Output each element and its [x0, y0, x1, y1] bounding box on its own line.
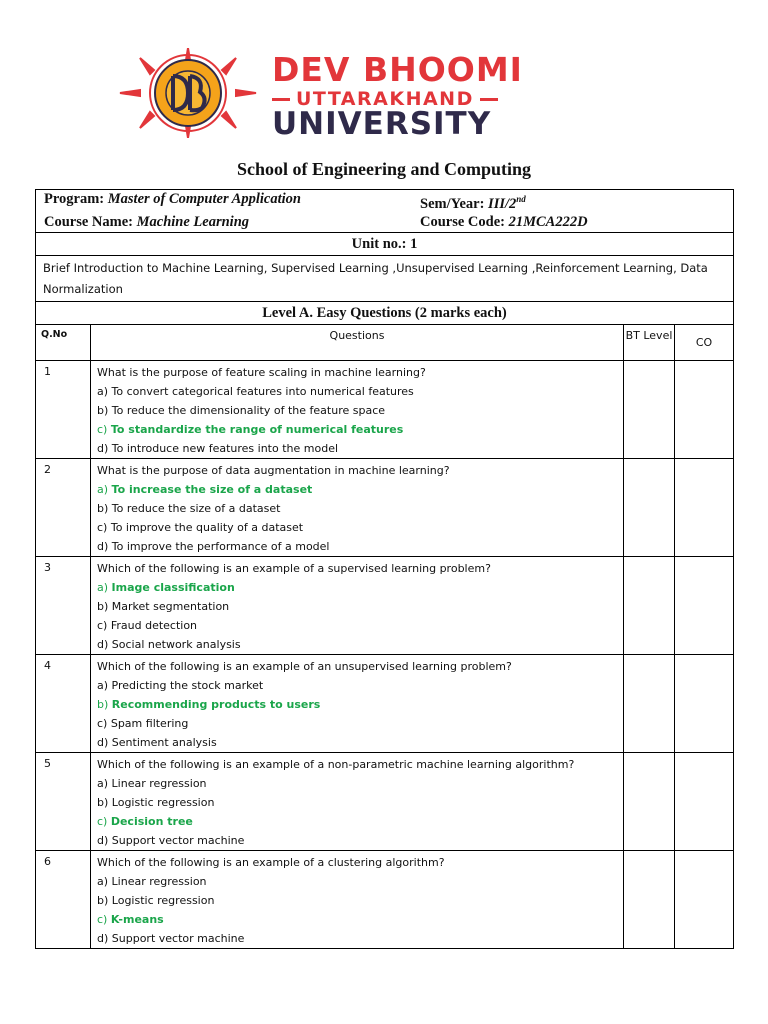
option-text: To standardize the range of numerical features: [110, 423, 404, 436]
co-cell: [675, 459, 734, 557]
option-key: a): [97, 483, 109, 496]
option-key: c): [97, 521, 108, 534]
option-text: Spam filtering: [110, 717, 189, 730]
option-key: a): [97, 777, 109, 790]
correct-answer-option: [97, 910, 617, 929]
brand-dash-right: [480, 98, 498, 101]
correct-answer-option: [97, 578, 617, 597]
answer-option: [97, 401, 617, 420]
option-key: b): [97, 600, 109, 613]
answer-option: [97, 537, 617, 556]
question-number: 5: [36, 753, 91, 851]
university-logo: [118, 48, 618, 140]
option-text: To reduce the size of a dataset: [111, 502, 281, 515]
brand-name-line3: UNIVERSITY: [272, 106, 492, 142]
answer-option: [97, 518, 617, 537]
unit-topics: Brief Introduction to Machine Learning, Supervised Learning ,Unsupervised Learning ,Reinforcement Learning, Data Normalization: [36, 256, 734, 302]
question-text: Which of the following is an example of a non-parametric machine learning algorithm?: [97, 758, 575, 771]
question-table: [35, 189, 734, 949]
column-header-qno: Q.No: [36, 325, 91, 361]
bt-level-cell: [624, 655, 675, 753]
course-name-label: Course Name:: [44, 214, 133, 230]
question-text: Which of the following is an example of a clustering algorithm?: [97, 856, 445, 869]
option-text: Fraud detection: [110, 619, 198, 632]
answer-option: [97, 793, 617, 812]
semyear-label: Sem/Year:: [420, 196, 485, 212]
option-key: a): [97, 581, 109, 594]
bt-level-cell: [624, 753, 675, 851]
co-cell: [675, 655, 734, 753]
question-row: [36, 851, 734, 949]
question-text: Which of the following is an example of an unsupervised learning problem?: [97, 660, 512, 673]
bt-level-cell: [624, 851, 675, 949]
option-text: Logistic regression: [111, 796, 215, 809]
co-cell: [675, 753, 734, 851]
question-cell: [91, 655, 624, 753]
answer-option: [97, 635, 617, 654]
brand-line2-text: UTTARAKHAND: [296, 88, 474, 110]
option-key: b): [97, 796, 109, 809]
option-text: Logistic regression: [111, 894, 215, 907]
option-key: a): [97, 385, 109, 398]
option-key: d): [97, 540, 109, 553]
option-key: a): [97, 679, 109, 692]
option-key: c): [97, 717, 108, 730]
question-row: [36, 655, 734, 753]
option-key: c): [97, 815, 108, 828]
question-text: Which of the following is an example of a supervised learning problem?: [97, 562, 491, 575]
bt-level-cell: [624, 557, 675, 655]
program-label: Program:: [44, 191, 105, 207]
course-name-value: Machine Learning: [136, 214, 250, 230]
program-value: Master of Computer Application: [107, 191, 301, 207]
question-text: What is the purpose of feature scaling in machine learning?: [97, 366, 426, 379]
question-number: 1: [36, 361, 91, 459]
option-key: a): [97, 875, 109, 888]
co-cell: [675, 557, 734, 655]
option-text: To reduce the dimensionality of the feature space: [111, 404, 386, 417]
answer-option: [97, 929, 617, 948]
answer-option: [97, 831, 617, 850]
option-key: c): [97, 913, 108, 926]
option-key: b): [97, 698, 109, 711]
program-info: [44, 191, 420, 213]
course-name-info: [44, 214, 420, 231]
option-text: Sentiment analysis: [111, 736, 217, 749]
answer-option: [97, 714, 617, 733]
question-rows: [36, 361, 734, 949]
bt-level-cell: [624, 459, 675, 557]
question-cell: [91, 851, 624, 949]
answer-option: [97, 616, 617, 635]
university-seal-icon: [118, 48, 258, 138]
correct-answer-option: [97, 695, 617, 714]
option-text: Image classification: [111, 581, 235, 594]
option-text: Linear regression: [111, 777, 207, 790]
column-header-bt-level: BT Level: [624, 325, 675, 361]
answer-option: [97, 499, 617, 518]
question-row: [36, 557, 734, 655]
option-key: c): [97, 619, 108, 632]
course-code-info: [420, 214, 725, 231]
option-text: Support vector machine: [111, 834, 245, 847]
bt-level-cell: [624, 361, 675, 459]
answer-option: [97, 891, 617, 910]
level-heading: Level A. Easy Questions (2 marks each): [36, 302, 734, 325]
answer-option: [97, 733, 617, 752]
option-text: To convert categorical features into numerical features: [111, 385, 414, 398]
question-row: [36, 361, 734, 459]
option-key: d): [97, 834, 109, 847]
semyear-sup: nd: [516, 194, 526, 204]
answer-option: [97, 439, 617, 458]
question-cell: [91, 361, 624, 459]
semyear-info: [420, 191, 725, 213]
option-key: d): [97, 638, 109, 651]
question-row: [36, 459, 734, 557]
question-cell: [91, 459, 624, 557]
question-cell: [91, 753, 624, 851]
option-key: b): [97, 404, 109, 417]
option-text: Predicting the stock market: [111, 679, 264, 692]
question-number: 3: [36, 557, 91, 655]
question-row: [36, 753, 734, 851]
question-text: What is the purpose of data augmentation in machine learning?: [97, 464, 450, 477]
question-number: 4: [36, 655, 91, 753]
course-code-value: 21MCA222D: [508, 214, 588, 230]
semyear-value: III/2: [488, 196, 517, 212]
option-key: b): [97, 502, 109, 515]
column-header-co: CO: [675, 325, 734, 361]
correct-answer-option: [97, 480, 617, 499]
option-text: Decision tree: [110, 815, 193, 828]
brand-dash-left: [272, 98, 290, 101]
answer-option: [97, 382, 617, 401]
school-title: School of Engineering and Computing: [236, 159, 532, 179]
correct-answer-option: [97, 420, 617, 439]
question-number: 2: [36, 459, 91, 557]
answer-option: [97, 774, 617, 793]
option-text: Linear regression: [111, 875, 207, 888]
unit-number: Unit no.: 1: [36, 233, 734, 256]
brand-name-line1: DEV BHOOMI: [272, 50, 523, 89]
course-code-label: Course Code:: [420, 214, 505, 230]
option-text: Social network analysis: [111, 638, 241, 651]
option-text: To increase the size of a dataset: [111, 483, 313, 496]
answer-option: [97, 597, 617, 616]
answer-option: [97, 676, 617, 695]
option-text: Recommending products to users: [111, 698, 321, 711]
question-number: 6: [36, 851, 91, 949]
co-cell: [675, 361, 734, 459]
course-header: [36, 190, 734, 233]
option-text: To improve the quality of a dataset: [110, 521, 304, 534]
question-cell: [91, 557, 624, 655]
option-key: b): [97, 894, 109, 907]
option-text: To improve the performance of a model: [111, 540, 330, 553]
column-header-questions: Questions: [91, 325, 624, 361]
option-key: c): [97, 423, 108, 436]
option-text: K-means: [110, 913, 164, 926]
correct-answer-option: [97, 812, 617, 831]
option-key: d): [97, 736, 109, 749]
option-text: To introduce new features into the model: [111, 442, 339, 455]
option-key: d): [97, 932, 109, 945]
co-cell: [675, 851, 734, 949]
answer-option: [97, 872, 617, 891]
option-text: Market segmentation: [111, 600, 230, 613]
option-key: d): [97, 442, 109, 455]
option-text: Support vector machine: [111, 932, 245, 945]
